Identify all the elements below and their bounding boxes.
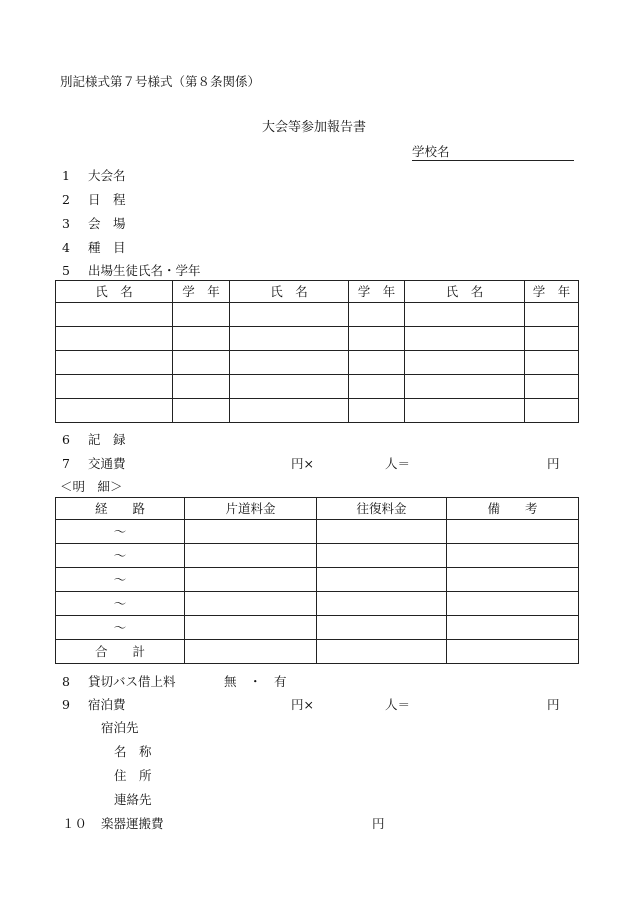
lodging-contact-label: 連絡先 (114, 792, 152, 807)
table-row (56, 399, 579, 423)
student-cell[interactable] (173, 351, 230, 375)
detail-header-row (56, 498, 579, 520)
item-9-yen-times: 円× (291, 697, 314, 712)
table-row (56, 544, 579, 568)
student-cell[interactable] (405, 327, 525, 351)
table-row (56, 351, 579, 375)
student-cell[interactable] (405, 303, 525, 327)
item-10-yen: 円 (372, 816, 385, 831)
student-cell[interactable] (349, 375, 405, 399)
student-cell[interactable] (230, 327, 349, 351)
item-8-num: 8 (62, 674, 70, 689)
header-grade: 学 年 (525, 281, 579, 303)
item-2-label: 日 程 (88, 192, 126, 207)
item-7-num: 7 (62, 456, 70, 471)
student-cell[interactable] (525, 351, 579, 375)
student-cell[interactable] (56, 375, 173, 399)
item-4-label: 種 目 (88, 240, 126, 255)
form-reference: 別記様式第７号様式（第８条関係） (60, 74, 261, 89)
student-cell[interactable] (349, 327, 405, 351)
lodging-name-label: 名 称 (114, 744, 152, 759)
item-9-people-equals: 人＝ (385, 697, 411, 712)
item-5-label: 出場生徒氏名・学年 (88, 263, 201, 278)
remarks-cell[interactable] (447, 520, 579, 544)
student-cell[interactable] (56, 399, 173, 423)
student-cell[interactable] (230, 303, 349, 327)
one-way-cell[interactable] (185, 520, 317, 544)
school-name-label: 学校名 (412, 144, 450, 159)
round-trip-total-cell[interactable] (317, 640, 447, 664)
item-9-label: 宿泊費 (88, 697, 126, 712)
remarks-total-cell[interactable] (447, 640, 579, 664)
item-10-label: 楽器運搬費 (101, 816, 164, 831)
table-row (56, 520, 579, 544)
one-way-cell[interactable] (185, 544, 317, 568)
lodging-title: 宿泊先 (101, 720, 139, 735)
document-title: 大会等参加報告書 (262, 120, 367, 135)
header-name: 氏 名 (405, 281, 525, 303)
header-grade: 学 年 (349, 281, 405, 303)
header-name: 氏 名 (230, 281, 349, 303)
route-cell[interactable]: ～ (56, 568, 185, 592)
item-1-label: 大会名 (88, 168, 126, 183)
student-cell[interactable] (525, 375, 579, 399)
student-cell[interactable] (230, 399, 349, 423)
lodging-address-label: 住 所 (114, 768, 152, 783)
item-8-label: 貸切バス借上料 (88, 674, 176, 689)
item-1-num: 1 (62, 168, 70, 183)
student-cell[interactable] (173, 303, 230, 327)
header-round-trip-fare: 往復料金 (317, 498, 447, 520)
student-cell[interactable] (173, 399, 230, 423)
one-way-cell[interactable] (185, 616, 317, 640)
round-trip-cell[interactable] (317, 568, 447, 592)
item-3-num: 3 (62, 216, 70, 231)
student-cell[interactable] (173, 327, 230, 351)
route-cell[interactable]: ～ (56, 616, 185, 640)
item-6-label: 記 録 (88, 432, 126, 447)
table-row (56, 592, 579, 616)
student-cell[interactable] (405, 399, 525, 423)
route-cell[interactable]: ～ (56, 544, 185, 568)
detail-label: ＜明 細＞ (60, 479, 123, 494)
student-cell[interactable] (349, 303, 405, 327)
student-cell[interactable] (349, 399, 405, 423)
student-cell[interactable] (56, 351, 173, 375)
item-7-yen-times: 円× (291, 456, 314, 471)
student-cell[interactable] (349, 351, 405, 375)
student-cell[interactable] (56, 303, 173, 327)
header-remarks: 備 考 (447, 498, 579, 520)
item-2-num: 2 (62, 192, 70, 207)
item-7-yen: 円 (547, 456, 560, 471)
one-way-cell[interactable] (185, 592, 317, 616)
student-cell[interactable] (230, 375, 349, 399)
round-trip-cell[interactable] (317, 616, 447, 640)
student-cell[interactable] (230, 351, 349, 375)
remarks-cell[interactable] (447, 592, 579, 616)
table-row (56, 616, 579, 640)
student-cell[interactable] (525, 303, 579, 327)
student-cell[interactable] (525, 327, 579, 351)
item-9-yen: 円 (547, 697, 560, 712)
item-3-label: 会 場 (88, 216, 126, 231)
header-one-way-fare: 片道料金 (185, 498, 317, 520)
header-route: 経 路 (56, 498, 185, 520)
students-table (55, 280, 579, 423)
round-trip-cell[interactable] (317, 544, 447, 568)
table-row (56, 375, 579, 399)
table-row (56, 327, 579, 351)
school-name-field[interactable] (412, 144, 574, 161)
total-row (56, 640, 579, 664)
item-4-num: 4 (62, 240, 70, 255)
remarks-cell[interactable] (447, 568, 579, 592)
remarks-cell[interactable] (447, 544, 579, 568)
total-label: 合 計 (56, 640, 185, 664)
table-row (56, 568, 579, 592)
round-trip-cell[interactable] (317, 592, 447, 616)
transport-detail-table (55, 497, 579, 664)
table-row (56, 303, 579, 327)
header-grade: 学 年 (173, 281, 230, 303)
item-5-num: 5 (62, 263, 70, 278)
bus-charter-options[interactable]: 無 ・ 有 (224, 674, 287, 689)
route-cell[interactable]: ～ (56, 592, 185, 616)
one-way-cell[interactable] (185, 568, 317, 592)
item-9-num: 9 (62, 697, 70, 712)
student-cell[interactable] (56, 327, 173, 351)
students-header-row (56, 281, 579, 303)
item-7-people-equals: 人＝ (385, 456, 411, 471)
item-10-num: １０ (62, 816, 88, 831)
route-cell[interactable]: ～ (56, 520, 185, 544)
round-trip-cell[interactable] (317, 520, 447, 544)
header-name: 氏 名 (56, 281, 173, 303)
one-way-total-cell[interactable] (185, 640, 317, 664)
student-cell[interactable] (525, 399, 579, 423)
student-cell[interactable] (173, 375, 230, 399)
student-cell[interactable] (405, 375, 525, 399)
student-cell[interactable] (405, 351, 525, 375)
item-7-label: 交通費 (88, 456, 126, 471)
item-6-num: 6 (62, 432, 70, 447)
remarks-cell[interactable] (447, 616, 579, 640)
